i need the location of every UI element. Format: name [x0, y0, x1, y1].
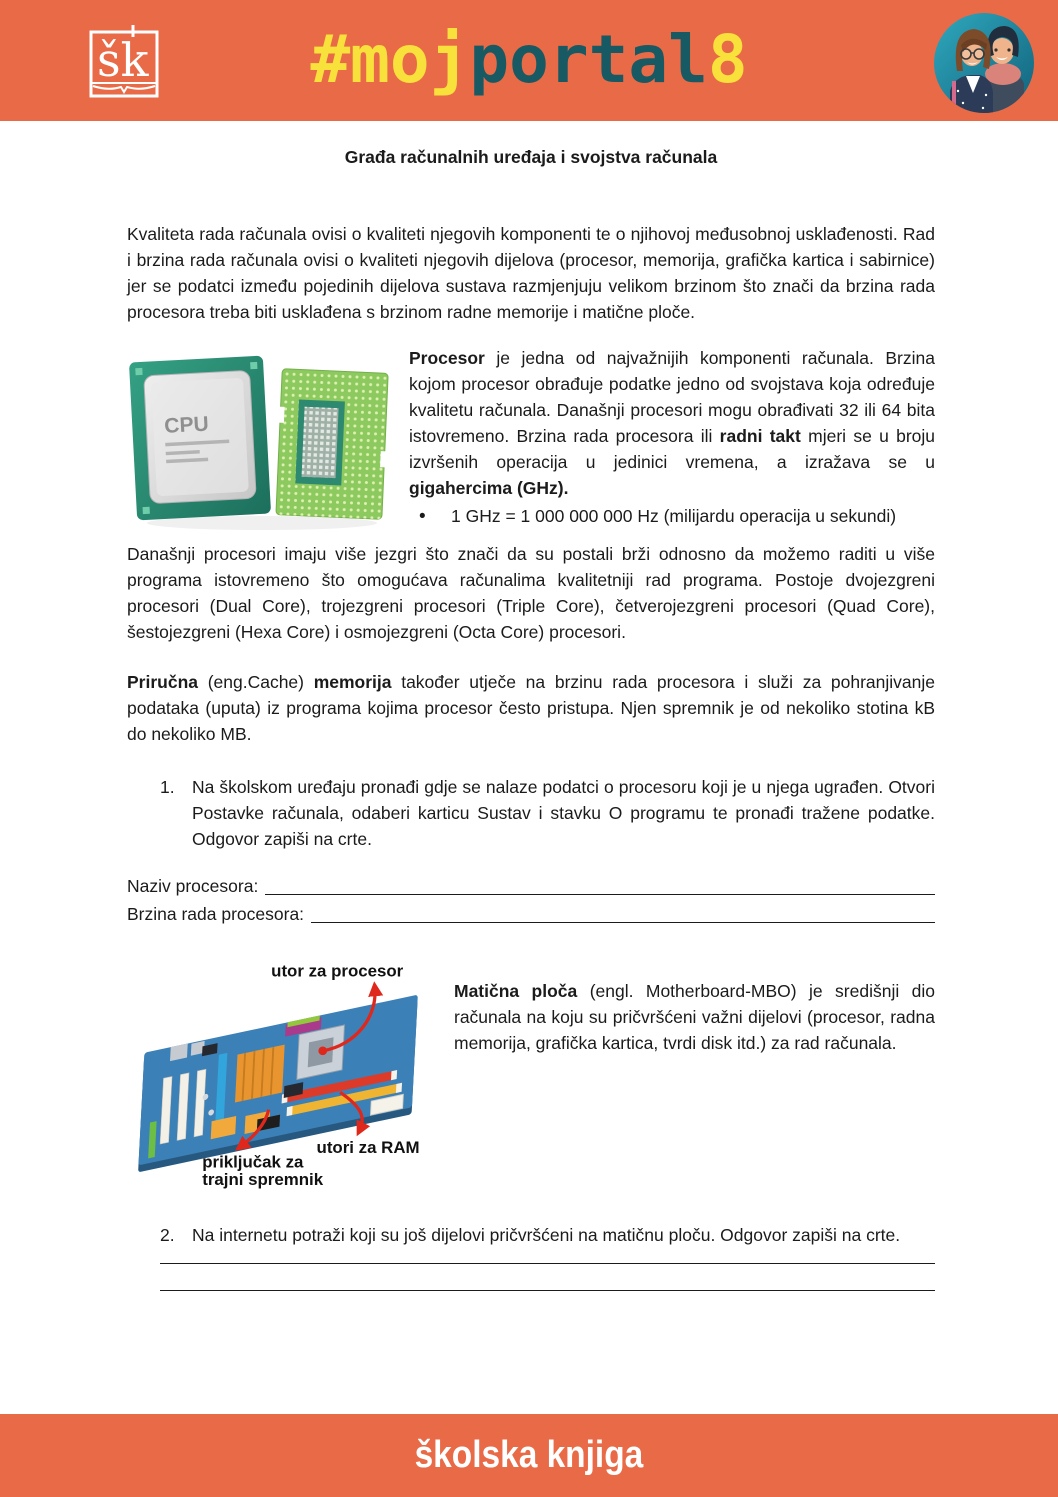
page-title: Građa računalnih uređaja i svojstva računala: [344, 147, 718, 167]
motherboard-illustration: [127, 956, 450, 1191]
processor-paragraph: Procesor je jedna od najvažnijih komponenti računala. Brzina kojom procesor obrađuje podatke jedno od svojstava koja određuje kvalitetu računala. Današnji procesori mogu obrađivati 32 ili 64 bita istovremeno. Brzina rada procesora ili radni takt mjeri se u broju izvršenih operacija u jedinici vremena, a izražava se u gigahercima (GHz).: [409, 348, 935, 498]
motherboard-text-column: [450, 956, 935, 1196]
task-item-2: [127, 1222, 935, 1248]
bullet-icon: •: [419, 506, 426, 527]
sk-logo: [84, 23, 164, 108]
ghz-bold: gigahercima (GHz).: [409, 478, 569, 498]
mbo-label-ram: utori za RAM: [316, 1138, 420, 1158]
cpu-chip-board: [129, 356, 271, 521]
answer-field-processor-name: [127, 872, 935, 900]
cache-paragraph: Priručna (eng.Cache) memorija također utječe na brzinu rada procesora i služi za pohranjivanje podataka (uputa) iz programa kojima procesor često pristupa. Njen spremnik je od nekoliko stotina kB do nekoliko MB.: [127, 672, 935, 744]
answer-label: Naziv procesora:: [127, 876, 259, 896]
answer-field-processor-speed: [127, 900, 935, 928]
brand-hash-moj: #moj: [310, 20, 470, 98]
motherboard-bold: Matična ploča: [454, 981, 578, 1001]
brand-eight: 8: [707, 20, 748, 98]
header-band: [0, 0, 1058, 121]
mbo-label-cpu-socket: utor za procesor: [271, 961, 404, 981]
blank-answer-line: [160, 1290, 935, 1291]
two-people-icon: [932, 11, 1036, 115]
sk-logo-icon: [84, 23, 164, 103]
radni-takt-bold: radni takt: [719, 426, 801, 446]
avatar-illustration: [932, 11, 1036, 120]
footer-band: [0, 1414, 1058, 1497]
cpu-socket-board: [272, 369, 392, 520]
task-2-number: 2.: [160, 1225, 175, 1245]
answer-line: [265, 894, 935, 895]
cpu-chip-label: CPU: [163, 412, 210, 438]
processor-section: [127, 345, 935, 538]
brand-title: [310, 20, 747, 97]
motherboard-image: [127, 956, 450, 1196]
task-1-text: Na školskom uređaju pronađi gdje se nalaze podatci o procesoru koji je u njega ugrađen. Otvori Postavke računala, odaberi karticu Sustav i stavku O programu te pronađi tražene podatke. Odgovor zapiši na crte.: [192, 777, 935, 849]
processor-text-column: [409, 345, 935, 538]
ghz-bullet-text: 1 GHz = 1 000 000 000 Hz (milijardu operacija u sekundi): [451, 506, 897, 526]
cpu-image: [127, 345, 397, 538]
brand-portal: portal: [469, 20, 708, 98]
task-item-1: [127, 774, 935, 852]
motherboard-section: [127, 956, 935, 1196]
mbo-label-storage-line2: trajni spremnik: [202, 1169, 324, 1189]
answer-line: [311, 922, 935, 923]
task-1-number: 1.: [160, 777, 175, 797]
processor-bold: Procesor: [409, 348, 485, 368]
blank-answer-line: [160, 1263, 935, 1264]
publisher-logo-text: školska knjiga: [414, 1434, 644, 1476]
cache-bold: Priručna: [127, 672, 198, 692]
motherboard-paragraph: Matična ploča (engl. Motherboard-MBO) je središnji dio računala na koju su pričvršćeni važni dijelovi (procesor, radna memorija, grafička kartica, tvrdi disk itd.) za rad računala.: [454, 981, 935, 1053]
sk-logo-letters: šk: [97, 33, 149, 87]
mbo-label-storage-line1: priključak za: [202, 1152, 304, 1172]
memory-bold: memorija: [313, 672, 392, 692]
intro-paragraph: Kvaliteta rada računala ovisi o kvaliteti njegovih komponenti te o njihovoj međusobnoj usklađenosti. Rad i brzina rada računala ovisi o kvaliteti njegovih dijelova (procesor, memorija, grafička kartica i sabirnice) jer se podatci između pojedinih dijelova sustava razmjenjuju velikom brzinom što znači da brzina rada procesora treba biti usklađena s brzinom radne memorije i matične ploče.: [127, 224, 935, 322]
task-2-text: Na internetu potraži koji su još dijelovi pričvršćeni na matičnu ploču. Odgovor zapiši na crte.: [192, 1225, 901, 1245]
answer-fields: [127, 872, 935, 928]
ghz-bullet-item: [409, 503, 935, 530]
cores-paragraph: Današnji procesori imaju više jezgri što znači da su postali brži odnosno da možemo raditi u više programa istovremeno što omogućava računalima kvalitetniji rad programa. Postoje dvojezgreni procesori (Dual Core), trojezgreni procesori (Triple Core), četverojezgreni procesori (Quad Core), šestojezgreni (Hexa Core) i osmojezgreni (Octa Core) procesori.: [127, 544, 935, 642]
cpu-illustration: [127, 345, 397, 533]
document-body: [0, 144, 1058, 1291]
answer-label: Brzina rada procesora:: [127, 904, 305, 924]
